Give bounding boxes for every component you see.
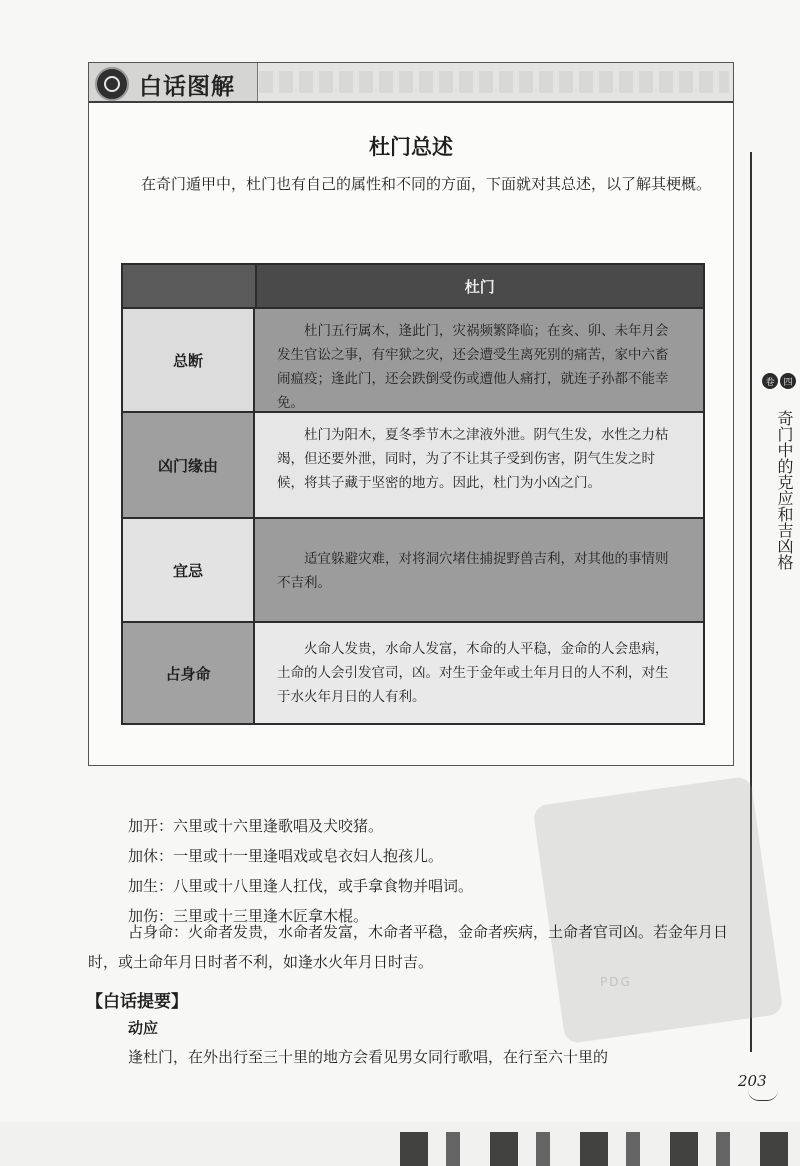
body-line: 逢杜门，在外出行至三十里的地方会看见男女同行歌唱，在行至六十里的 bbox=[128, 1048, 609, 1066]
chapter-title: 奇门中的克应和吉凶格 bbox=[775, 410, 794, 570]
row-text: 杜门五行属木，逢此门，灾祸频繁降临；在亥、卯、未年月会发生官讼之事，有牢狱之灾，还会遭受生离死别的痛苦，家中六畜闹瘟疫；逢此门，还会跌倒受伤或遭他人痛打，就连子孙都不能幸免。 bbox=[255, 309, 703, 411]
table-row bbox=[123, 307, 703, 411]
chapter-badge-char: 四 bbox=[780, 373, 796, 389]
body-line: 加伤：三里或十三里逢木匠拿木棍。 bbox=[128, 907, 369, 925]
table-header-blank bbox=[123, 265, 257, 307]
box-title: 白话图解 bbox=[139, 74, 235, 100]
page-number bbox=[738, 1072, 767, 1090]
table-row bbox=[123, 411, 703, 517]
table-row bbox=[123, 517, 703, 621]
table-header-cell: 杜门 bbox=[257, 265, 703, 307]
summary-heading: 【白话提要】 bbox=[86, 992, 188, 1012]
page-number-text: 203 bbox=[738, 1072, 767, 1090]
box-header bbox=[89, 63, 733, 103]
chapter-badge-char: 卷 bbox=[762, 373, 778, 389]
row-label: 总断 bbox=[123, 309, 255, 411]
scan-artifacts bbox=[400, 1132, 800, 1166]
section-title: 杜门总述 bbox=[369, 135, 453, 159]
bleed-through-text bbox=[259, 71, 729, 93]
row-text: 适宜躲避灾难，对将洞穴堵住捕捉野兽吉利，对其他的事情则不吉利。 bbox=[255, 519, 703, 621]
body-lines bbox=[128, 811, 748, 931]
box-header-tab bbox=[89, 63, 258, 101]
sub-heading: 动应 bbox=[128, 1019, 159, 1037]
body-line: 加休：一里或十一里逢唱戏或皂衣妇人抱孩儿。 bbox=[128, 847, 444, 865]
row-text: 杜门为阳木，夏冬季节木之津液外泄。阴气生发，水性之力枯竭，但还要外泄，同时，为了不让其子受到伤害，阴气生发之时候，将其子藏于坚密的地方。因此，杜门为小凶之门。 bbox=[255, 413, 703, 517]
table-header-row bbox=[123, 265, 703, 307]
illustrated-explanation-box bbox=[88, 62, 734, 766]
row-text: 火命人发贵，水命人发富，木命的人平稳，金命的人会患病，土命的人会引发官司，凶。对生于金年或土年月日的人不利，对生于水火年月日的人有利。 bbox=[255, 623, 703, 723]
watermark-text: PDG bbox=[600, 975, 632, 989]
row-label: 宜忌 bbox=[123, 519, 255, 621]
chapter-badge bbox=[762, 373, 796, 389]
row-label: 凶门缘由 bbox=[123, 413, 255, 517]
body-line: 加开：六里或十六里逢歌唱及犬咬猪。 bbox=[128, 817, 384, 835]
zhan-shen-ming-paragraph: 占身命：火命者发贵，水命者发富，木命者平稳，金命者疾病，土命者官司凶。若金年月日时，或土命年月日时者不利，如逢水火年月日时吉。 bbox=[88, 923, 729, 971]
intro-paragraph: 在奇门遁甲中，杜门也有自己的属性和不同的方面，下面就对其总述，以了解其梗概。 bbox=[141, 175, 712, 193]
body-line: 加生：八里或十八里逢人扛伐，或手拿食物并唱词。 bbox=[128, 877, 474, 895]
emblem-icon bbox=[95, 67, 129, 101]
du-men-table bbox=[121, 263, 705, 725]
row-label: 占身命 bbox=[123, 623, 255, 723]
table-row bbox=[123, 621, 703, 723]
